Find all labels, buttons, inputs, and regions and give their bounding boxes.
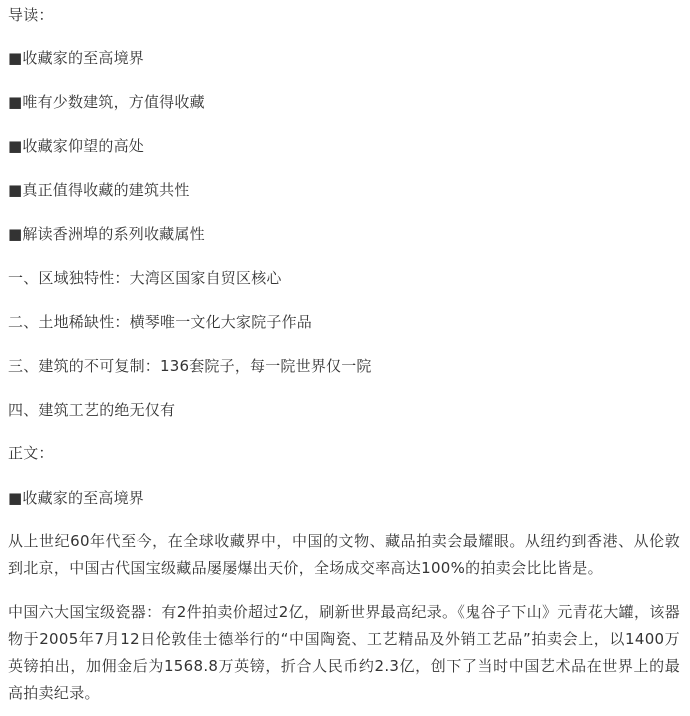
intro-item: ■唯有少数建筑，方值得收藏 [8,93,205,111]
body-paragraph: 中国六大国宝级瓷器：有2件拍卖价超过2亿，刷新世界最高纪录。《鬼谷子下山》元青花大罐，该器物于2005年7月12日伦敦佳士德举行的“中国陶瓷、工艺精品及外销工艺品”拍卖会上，以1400万英镑拍出，加佣金后为1568.8万英镑，折合人民币约2.3亿，创下了当时中国艺术品在世界上的最高拍卖纪录。 [8,603,680,702]
body-paragraph: 从上世纪60年代至今，在全球收藏界中，中国的文物、藏品拍卖会最耀眼。从纽约到香港、从伦敦到北京，中国古代国宝级藏品屡屡爆出天价，全场成交率高达100%的拍卖会比比皆是。 [8,532,680,577]
intro-heading: 导读： [8,6,54,24]
attribute-item: 四、建筑工艺的绝无仅有 [8,401,176,419]
body-heading: 正文： [8,444,54,462]
intro-item: ■收藏家仰望的高处 [8,137,144,155]
intro-item: ■收藏家的至高境界 [8,49,144,67]
intro-item: ■真正值得收藏的建筑共性 [8,181,190,199]
attribute-item: 二、土地稀缺性：横琴唯一文化大家院子作品 [8,313,313,331]
attribute-item: 三、建筑的不可复制：136套院子，每一院世界仅一院 [8,357,372,375]
intro-item: ■解读香洲埠的系列收藏属性 [8,225,205,243]
section-title: ■收藏家的至高境界 [8,489,144,507]
attribute-item: 一、区域独特性：大湾区国家自贸区核心 [8,269,282,287]
